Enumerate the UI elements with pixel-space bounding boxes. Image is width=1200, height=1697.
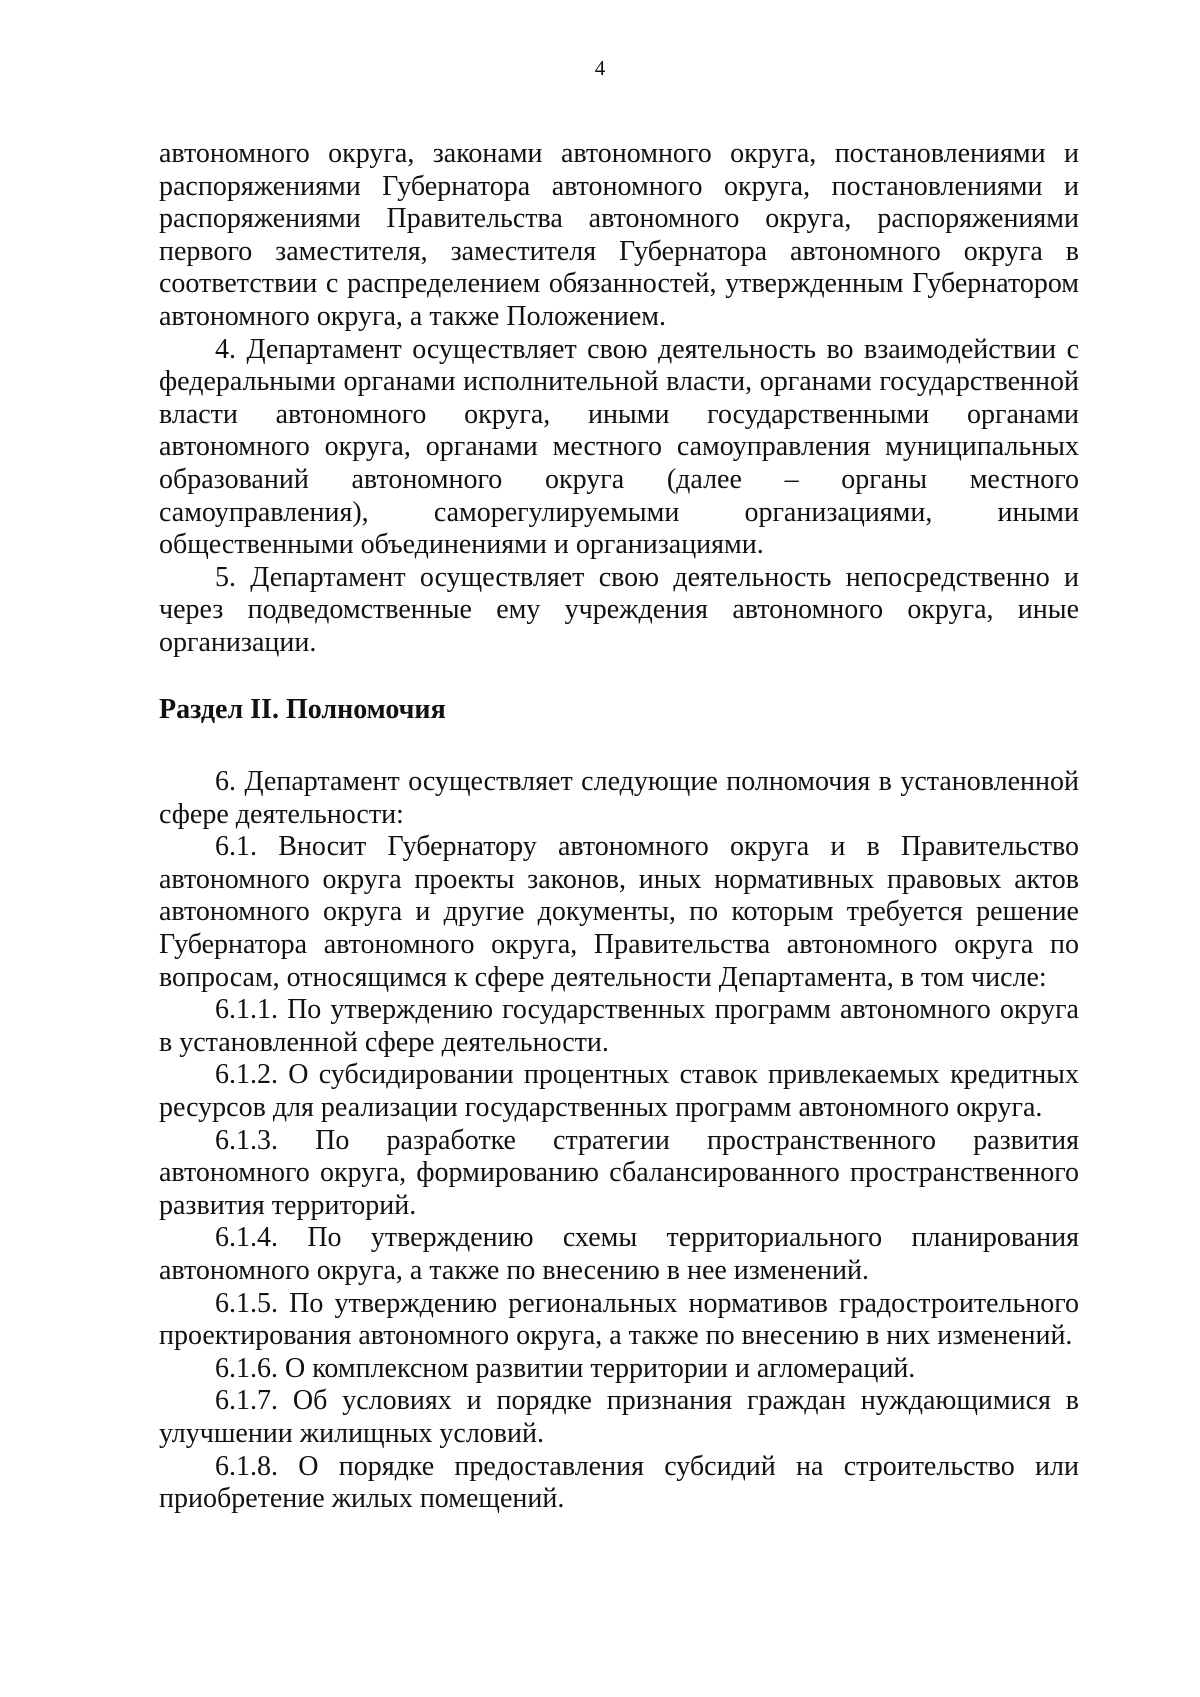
paragraph-6: 6. Департамент осуществляет следующие полномочия в установленной сфере деятельности: [159,766,1079,830]
page-number: 4 [594,56,606,80]
paragraph-6-1-5: 6.1.5. По утверждению региональных нормативов градостроительного проектирования автономного округа, а также по внесению в них изменений. [159,1287,1079,1352]
paragraph-6-1-8: 6.1.8. О порядке предоставления субсидий на строительство или приобретение жилых помещений. [159,1450,1079,1515]
paragraph-6-1-6: 6.1.6. О комплексном развитии территории и агломераций. [215,1352,916,1384]
paragraph-6-1-2: 6.1.2. О субсидировании процентных ставок привлекаемых кредитных ресурсов для реализации государственных программ автономного округа. [159,1059,1079,1124]
paragraph-6-1-1: 6.1.1. По утверждению государственных программ автономного округа в установленной сфере деятельности. [159,994,1079,1058]
paragraph-6-1: 6.1. Вносит Губернатору автономного округа и в Правительство автономного округа проекты законов, иных нормативных правовых актов автономного округа и другие документы, по которым требуется решение Губернатора автономного округа, Правительства автономного округа по вопросам, относящимся к сфере деятельности Департамента, в том числе: [159,831,1079,993]
document-body [159,138,1079,1516]
section-title: Раздел II. Полномочия [159,693,446,725]
paragraph-6-1-3: 6.1.3. По разработке стратегии пространственного развития автономного округа, формированию сбалансированного пространственного развития территорий. [159,1124,1079,1221]
paragraph-4: 4. Департамент осуществляет свою деятельность во взаимодействии с федеральными органами исполнительной власти, органами государственной власти автономного округа, иными государственными органами автономного округа, органами местного самоуправления муниципальных образований автономного округа (далее – органы местного самоуправления), саморегулируемыми организациями, иными общественными объединениями и организациями. [159,333,1079,561]
paragraph-5: 5. Департамент осуществляет свою деятельность непосредственно и через подведомственные ему учреждения автономного округа, иные организации. [159,561,1079,658]
paragraph-6-1-4: 6.1.4. По утверждению схемы территориального планирования автономного округа, а также по внесению в нее изменений. [159,1222,1079,1286]
paragraph-6-1-7: 6.1.7. Об условиях и порядке признания граждан нуждающимися в улучшении жилищных условий. [159,1385,1079,1449]
paragraph-continuation: автономного округа, законами автономного округа, постановлениями и распоряжениями Губернатора автономного округа, постановлениями и распоряжениями Правительства автономного округа, распоряжениями первого заместителя, заместителя Губернатора автономного округа в соответствии с распределением обязанностей, утвержденным Губернатором автономного округа, а также Положением. [159,138,1079,332]
